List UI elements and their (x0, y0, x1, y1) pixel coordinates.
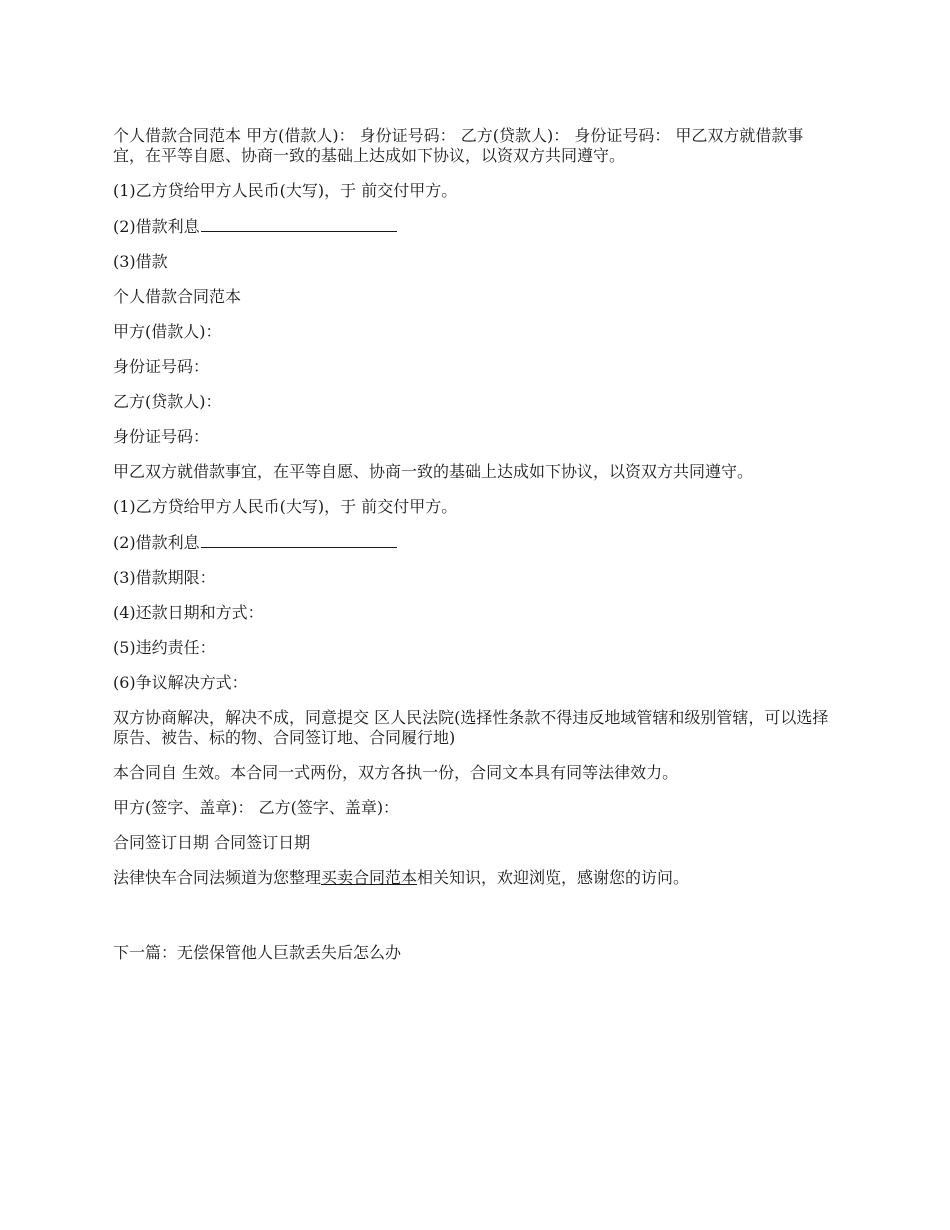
preview-clause-2 (113, 216, 833, 237)
sales-contract-link[interactable]: 买卖合同范本 (321, 868, 418, 887)
dispute-paragraph: 双方协商解决，解决不成，同意提交 区人民法院(选择性条款不得违反地域管辖和级别管辖，可以选择原告、被告、标的物、合同签订地、合同履行地) (113, 708, 829, 747)
intro-paragraph: 个人借款合同范本 甲方(借款人)： 身份证号码： 乙方(贷款人)： 身份证号码： 甲乙双方就借款事宜，在平等自愿、协商一致的基础上达成如下协议，以资双方共同遵守。 (113, 126, 804, 165)
clause-4: (4)还款日期和方式： (113, 603, 264, 622)
party-a-line: 甲方(借款人)： (113, 322, 222, 341)
contract-title: 个人借款合同范本 (113, 287, 242, 306)
blank-underline (201, 532, 397, 548)
agreement-paragraph: 甲乙双方就借款事宜，在平等自愿、协商一致的基础上达成如下协议，以资双方共同遵守。 (113, 462, 754, 481)
party-a-id-line: 身份证号码： (113, 357, 210, 376)
next-article-link[interactable]: 下一篇：无偿保管他人巨款丢失后怎么办 (113, 943, 402, 962)
effect-paragraph: 本合同自 生效。本合同一式两份，双方各执一份，合同文本具有同等法律效力。 (113, 763, 679, 782)
document-body (113, 126, 833, 963)
party-b-id-line: 身份证号码： (113, 427, 210, 446)
preview-clause-1: (1)乙方贷给甲方人民币(大写)，于 前交付甲方。 (113, 181, 458, 200)
clause-1: (1)乙方贷给甲方人民币(大写)，于 前交付甲方。 (113, 497, 458, 516)
blank-underline (201, 216, 397, 232)
clause-2-text: (2)借款利息 (113, 533, 200, 552)
footer-paragraph (113, 868, 833, 888)
clause-6: (6)争议解决方式： (113, 673, 248, 692)
party-b-line: 乙方(贷款人)： (113, 392, 222, 411)
footer-text-before: 法律快车合同法频道为您整理 (113, 868, 322, 887)
preview-clause-2-text: (2)借款利息 (113, 217, 200, 236)
footer-text-after: 相关知识，欢迎浏览，感谢您的访问。 (417, 868, 690, 887)
sign-date-line: 合同签订日期 合同签订日期 (113, 833, 311, 852)
spacer (113, 903, 833, 943)
clause-3: (3)借款期限： (113, 568, 216, 587)
clause-2 (113, 532, 833, 553)
preview-clause-3: (3)借款 (113, 252, 168, 271)
clause-5: (5)违约责任： (113, 638, 216, 657)
signature-line: 甲方(签字、盖章)： 乙方(签字、盖章)： (113, 798, 400, 817)
